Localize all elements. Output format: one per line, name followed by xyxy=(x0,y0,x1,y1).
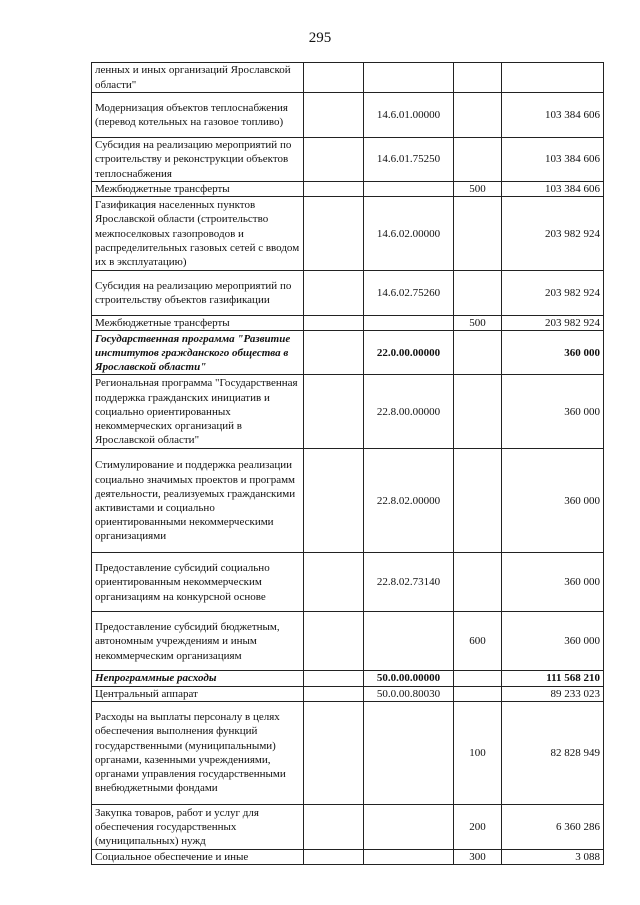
expense-type-cell xyxy=(454,138,502,182)
item-name-cell: Государственная программа "Развитие институтов гражданского общества в Ярославской области" xyxy=(92,331,304,375)
item-name-cell: Газификация населенных пунктов Ярославской области (строительство межпоселковых газопроводов и распределительных газовых сетей с вводом их в эксплуатацию) xyxy=(92,197,304,271)
item-name-cell: Региональная программа "Государственная поддержка гражданских инициатив и социально ориентированных некоммерческих организаций в Ярославской области" xyxy=(92,375,304,449)
empty-cell xyxy=(304,331,364,375)
expense-type-cell xyxy=(454,93,502,138)
empty-cell xyxy=(304,804,364,849)
expense-type-cell: 200 xyxy=(454,804,502,849)
empty-cell xyxy=(304,553,364,612)
table-row xyxy=(92,197,604,271)
amount-cell: 6 360 286 xyxy=(502,804,604,849)
target-article-code-cell: 14.6.01.75250 xyxy=(364,138,454,182)
item-name-cell: Субсидия на реализацию мероприятий по строительству объектов газификации xyxy=(92,271,304,316)
table-row xyxy=(92,271,604,316)
amount-cell: 360 000 xyxy=(502,612,604,671)
expense-type-cell xyxy=(454,671,502,686)
empty-cell xyxy=(304,271,364,316)
target-article-code-cell: 50.0.00.80030 xyxy=(364,686,454,701)
target-article-code-cell: 22.8.00.00000 xyxy=(364,375,454,449)
expense-type-cell: 600 xyxy=(454,612,502,671)
table-row xyxy=(92,686,604,701)
amount-cell: 103 384 606 xyxy=(502,93,604,138)
expense-type-cell xyxy=(454,197,502,271)
item-name-cell: Межбюджетные трансферты xyxy=(92,182,304,197)
expense-type-cell xyxy=(454,686,502,701)
empty-cell xyxy=(304,449,364,553)
table-row xyxy=(92,701,604,804)
target-article-code-cell xyxy=(364,63,454,93)
empty-cell xyxy=(304,93,364,138)
item-name-cell: Непрограммные расходы xyxy=(92,671,304,686)
target-article-code-cell: 22.8.02.00000 xyxy=(364,449,454,553)
budget-table xyxy=(91,62,604,865)
table-row xyxy=(92,93,604,138)
empty-cell xyxy=(304,197,364,271)
target-article-code-cell xyxy=(364,804,454,849)
target-article-code-cell: 50.0.00.00000 xyxy=(364,671,454,686)
table-row xyxy=(92,63,604,93)
empty-cell xyxy=(304,849,364,864)
amount-cell: 203 982 924 xyxy=(502,316,604,331)
item-name-cell: Модернизация объектов теплоснабжения (перевод котельных на газовое топливо) xyxy=(92,93,304,138)
expense-type-cell: 500 xyxy=(454,316,502,331)
target-article-code-cell: 22.0.00.00000 xyxy=(364,331,454,375)
target-article-code-cell xyxy=(364,316,454,331)
target-article-code-cell xyxy=(364,701,454,804)
expense-type-cell xyxy=(454,271,502,316)
item-name-cell: ленных и иных организаций Ярославской области" xyxy=(92,63,304,93)
table-row xyxy=(92,375,604,449)
empty-cell xyxy=(304,316,364,331)
expense-type-cell: 100 xyxy=(454,701,502,804)
item-name-cell: Социальное обеспечение и иные xyxy=(92,849,304,864)
table-row xyxy=(92,449,604,553)
empty-cell xyxy=(304,138,364,182)
target-article-code-cell xyxy=(364,849,454,864)
empty-cell xyxy=(304,612,364,671)
empty-cell xyxy=(304,701,364,804)
target-article-code-cell: 14.6.01.00000 xyxy=(364,93,454,138)
expense-type-cell xyxy=(454,331,502,375)
table-row xyxy=(92,138,604,182)
amount-cell: 103 384 606 xyxy=(502,182,604,197)
expense-type-cell: 500 xyxy=(454,182,502,197)
amount-cell: 3 088 xyxy=(502,849,604,864)
empty-cell xyxy=(304,686,364,701)
amount-cell: 203 982 924 xyxy=(502,271,604,316)
target-article-code-cell: 14.6.02.75260 xyxy=(364,271,454,316)
expense-type-cell xyxy=(454,375,502,449)
page-number: 295 xyxy=(308,30,332,46)
amount-cell: 360 000 xyxy=(502,553,604,612)
table-row xyxy=(92,612,604,671)
amount-cell: 82 828 949 xyxy=(502,701,604,804)
table-row xyxy=(92,553,604,612)
amount-cell: 360 000 xyxy=(502,331,604,375)
target-article-code-cell: 22.8.02.73140 xyxy=(364,553,454,612)
table-row xyxy=(92,849,604,864)
target-article-code-cell: 14.6.02.00000 xyxy=(364,197,454,271)
target-article-code-cell xyxy=(364,612,454,671)
item-name-cell: Предоставление субсидий бюджетным, автономным учреждениям и иным некоммерческим организациям xyxy=(92,612,304,671)
empty-cell xyxy=(304,671,364,686)
amount-cell: 203 982 924 xyxy=(502,197,604,271)
item-name-cell: Стимулирование и поддержка реализации социально значимых проектов и программ деятельности, реализуемых гражданскими активистами и социально ориентированными некоммерческими организациями xyxy=(92,449,304,553)
empty-cell xyxy=(304,63,364,93)
target-article-code-cell xyxy=(364,182,454,197)
item-name-cell: Предоставление субсидий социально ориентированным некоммерческим организациям на конкурсной основе xyxy=(92,553,304,612)
amount-cell: 360 000 xyxy=(502,449,604,553)
expense-type-cell xyxy=(454,63,502,93)
table-row xyxy=(92,182,604,197)
table-row xyxy=(92,804,604,849)
expense-type-cell: 300 xyxy=(454,849,502,864)
item-name-cell: Закупка товаров, работ и услуг для обеспечения государственных (муниципальных) нужд xyxy=(92,804,304,849)
item-name-cell: Субсидия на реализацию мероприятий по строительству и реконструкции объектов теплоснабжения xyxy=(92,138,304,182)
table-row xyxy=(92,331,604,375)
item-name-cell: Расходы на выплаты персоналу в целях обеспечения выполнения функций государственными (муниципальными) органами, казенными учреждениями, органами управления государственными внебюджетными фондами xyxy=(92,701,304,804)
amount-cell xyxy=(502,63,604,93)
table-row xyxy=(92,316,604,331)
empty-cell xyxy=(304,182,364,197)
item-name-cell: Межбюджетные трансферты xyxy=(92,316,304,331)
amount-cell: 89 233 023 xyxy=(502,686,604,701)
empty-cell xyxy=(304,375,364,449)
item-name-cell: Центральный аппарат xyxy=(92,686,304,701)
amount-cell: 111 568 210 xyxy=(502,671,604,686)
table-row xyxy=(92,671,604,686)
expense-type-cell xyxy=(454,449,502,553)
amount-cell: 103 384 606 xyxy=(502,138,604,182)
amount-cell: 360 000 xyxy=(502,375,604,449)
expense-type-cell xyxy=(454,553,502,612)
